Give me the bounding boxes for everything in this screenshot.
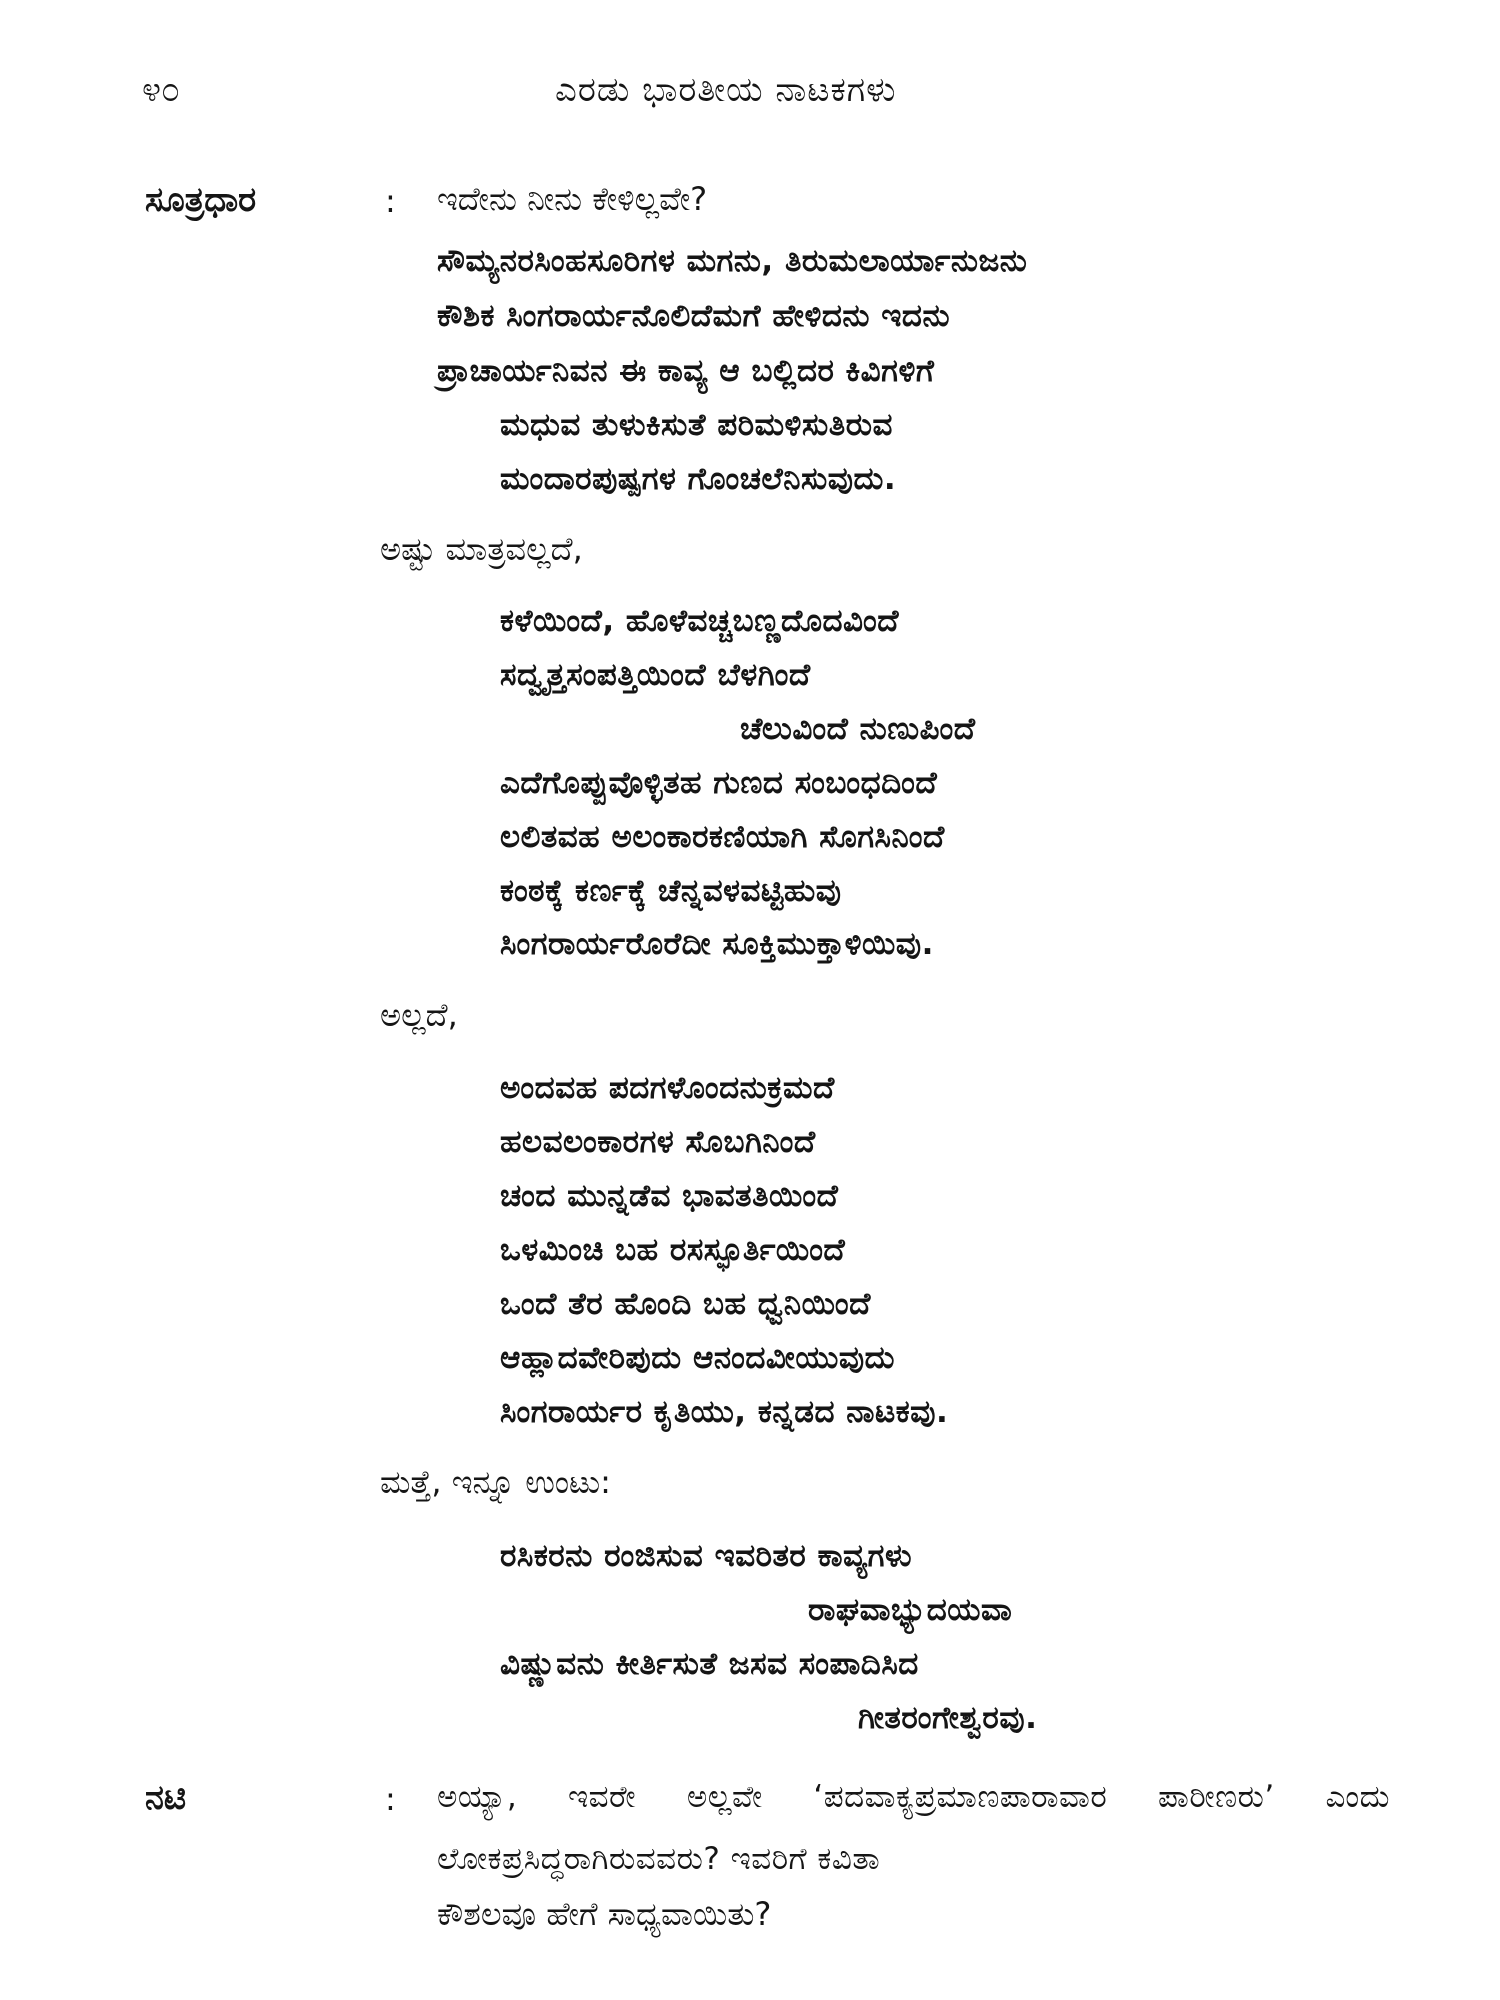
verse-line: ಅಂದವಹ ಪದಗಳೊಂದನುಕ್ರಮದೆ	[500, 1070, 835, 1106]
verse-line: ಚಂದ ಮುನ್ನಡೆವ ಭಾವತತಿಯಿಂದೆ	[500, 1178, 839, 1214]
speaker-nati: ನಟಿ	[145, 1778, 187, 1818]
speaker-colon: :	[385, 1780, 396, 1818]
verse-line: ಸಿಂಗರಾರ್ಯರ ಕೃತಿಯು, ಕನ್ನಡದ ನಾಟಕವು.	[500, 1394, 949, 1430]
dialogue-question: ಇದೇನು ನೀನು ಕೇಳಿಲ್ಲವೇ?	[437, 180, 708, 218]
verse-line: ಒಂದೆ ತೆರ ಹೊಂದಿ ಬಹ ಧ್ವನಿಯಿಂದೆ	[500, 1286, 871, 1322]
verse-line: ಮಂದಾರಪುಷ್ಪಗಳ ಗೊಂಚಲೆನಿಸುವುದು.	[500, 461, 897, 497]
intro-line: ಅಷ್ಟು ಮಾತ್ರವಲ್ಲದೆ,	[380, 530, 583, 568]
verse-line: ಎದೆಗೊಪ್ಪುವೊಳ್ಳಿತಹ ಗುಣದ ಸಂಬಂಧದಿಂದೆ	[500, 765, 938, 801]
verse-line: ಸಿಂಗರಾರ್ಯರೊರೆದೀ ಸೂಕ್ತಿಮುಕ್ತಾಳಿಯಿವು.	[500, 926, 934, 962]
verse-line: ಹಲವಲಂಕಾರಗಳ ಸೊಬಗಿನಿಂದೆ	[500, 1124, 816, 1160]
verse-line: ಮಧುವ ತುಳುಕಿಸುತೆ ಪರಿಮಳಿಸುತಿರುವ	[500, 407, 893, 443]
verse-line: ಸದ್ವೃತ್ತಸಂಪತ್ತಿಯಿಂದೆ ಬೆಳಗಿಂದೆ	[500, 657, 811, 693]
verse-line: ರಾಘವಾಭ್ಯುದಯವಾ	[808, 1592, 1013, 1628]
verse-line: ಕೌಶಿಕ ಸಿಂಗರಾರ್ಯನೊಲಿದೆಮಗೆ ಹೇಳಿದನು ಇದನು	[437, 298, 951, 334]
verse-line: ವಿಷ್ಣುವನು ಕೀರ್ತಿಸುತೆ ಜಸವ ಸಂಪಾದಿಸಿದ	[500, 1646, 919, 1682]
verse-line: ಪ್ರಾಚಾರ್ಯನಿವನ ಈ ಕಾವ್ಯ ಆ ಬಲ್ಲಿದರ ಕಿವಿಗಳಿಗೆ	[437, 353, 935, 389]
verse-line: ರಸಿಕರನು ರಂಜಿಸುವ ಇವರಿತರ ಕಾವ್ಯಗಳು	[500, 1538, 913, 1574]
verse-line: ಒಳಮಿಂಚಿ ಬಹ ರಸಸ್ಫೂರ್ತಿಯಿಂದೆ	[500, 1232, 846, 1268]
page-number: ೪೦	[142, 70, 181, 110]
verse-line: ಕಂಠಕ್ಕೆ ಕರ್ಣಕ್ಕೆ ಚೆನ್ನವಳವಟ್ಟಿಹುವು	[500, 873, 842, 909]
verse-line: ಕಳೆಯಿಂದೆ, ಹೊಳೆವಚ್ಚಬಣ್ಣದೊದವಿಂದೆ	[500, 603, 900, 639]
intro-line: ಅಲ್ಲದೆ,	[380, 996, 458, 1034]
verse-line: ಗೀತರಂಗೇಶ್ವರವು.	[858, 1700, 1038, 1736]
verse-line: ಚೆಲುವಿಂದೆ ನುಣುಪಿಂದೆ	[740, 711, 976, 747]
intro-line: ಮತ್ತೆ, ಇನ್ನೂ ಉಂಟು:	[380, 1463, 611, 1501]
verse-line: ಲಲಿತವಹ ಅಲಂಕಾರಕಣಿಯಾಗಿ ಸೊಗಸಿನಿಂದೆ	[500, 819, 945, 855]
verse-line: ಆಹ್ಲಾದವೇರಿಪುದು ಆನಂದವೀಯುವುದು	[500, 1340, 896, 1376]
dialogue-text: ಅಯ್ಯಾ, ಇವರೇ ಅಲ್ಲವೇ ‘ಪದವಾಕ್ಯಪ್ರಮಾಣಪಾರಾವಾರ ಪಾರೀಣರು’ ಎಂದು ಲೋಕಪ್ರಸಿದ್ಧರಾಗಿರುವವರು? ಇವರಿಗೆ ಕವಿತಾ	[437, 1779, 1390, 1877]
speaker-sutradhara: ಸೂತ್ರಧಾರ	[145, 180, 257, 220]
dialogue-text-end: ಕೌಶಲವೂ ಹೇಗೆ ಸಾಧ್ಯವಾಯಿತು?	[437, 1895, 772, 1933]
dialogue-paragraph	[437, 1766, 1390, 1890]
running-title: ಎರಡು ಭಾರತೀಯ ನಾಟಕಗಳು	[555, 70, 897, 110]
speaker-colon: :	[385, 182, 396, 220]
verse-line: ಸೌಮ್ಯನರಸಿಂಹಸೂರಿಗಳ ಮಗನು, ತಿರುಮಲಾರ್ಯಾನುಜನು	[437, 243, 1028, 279]
